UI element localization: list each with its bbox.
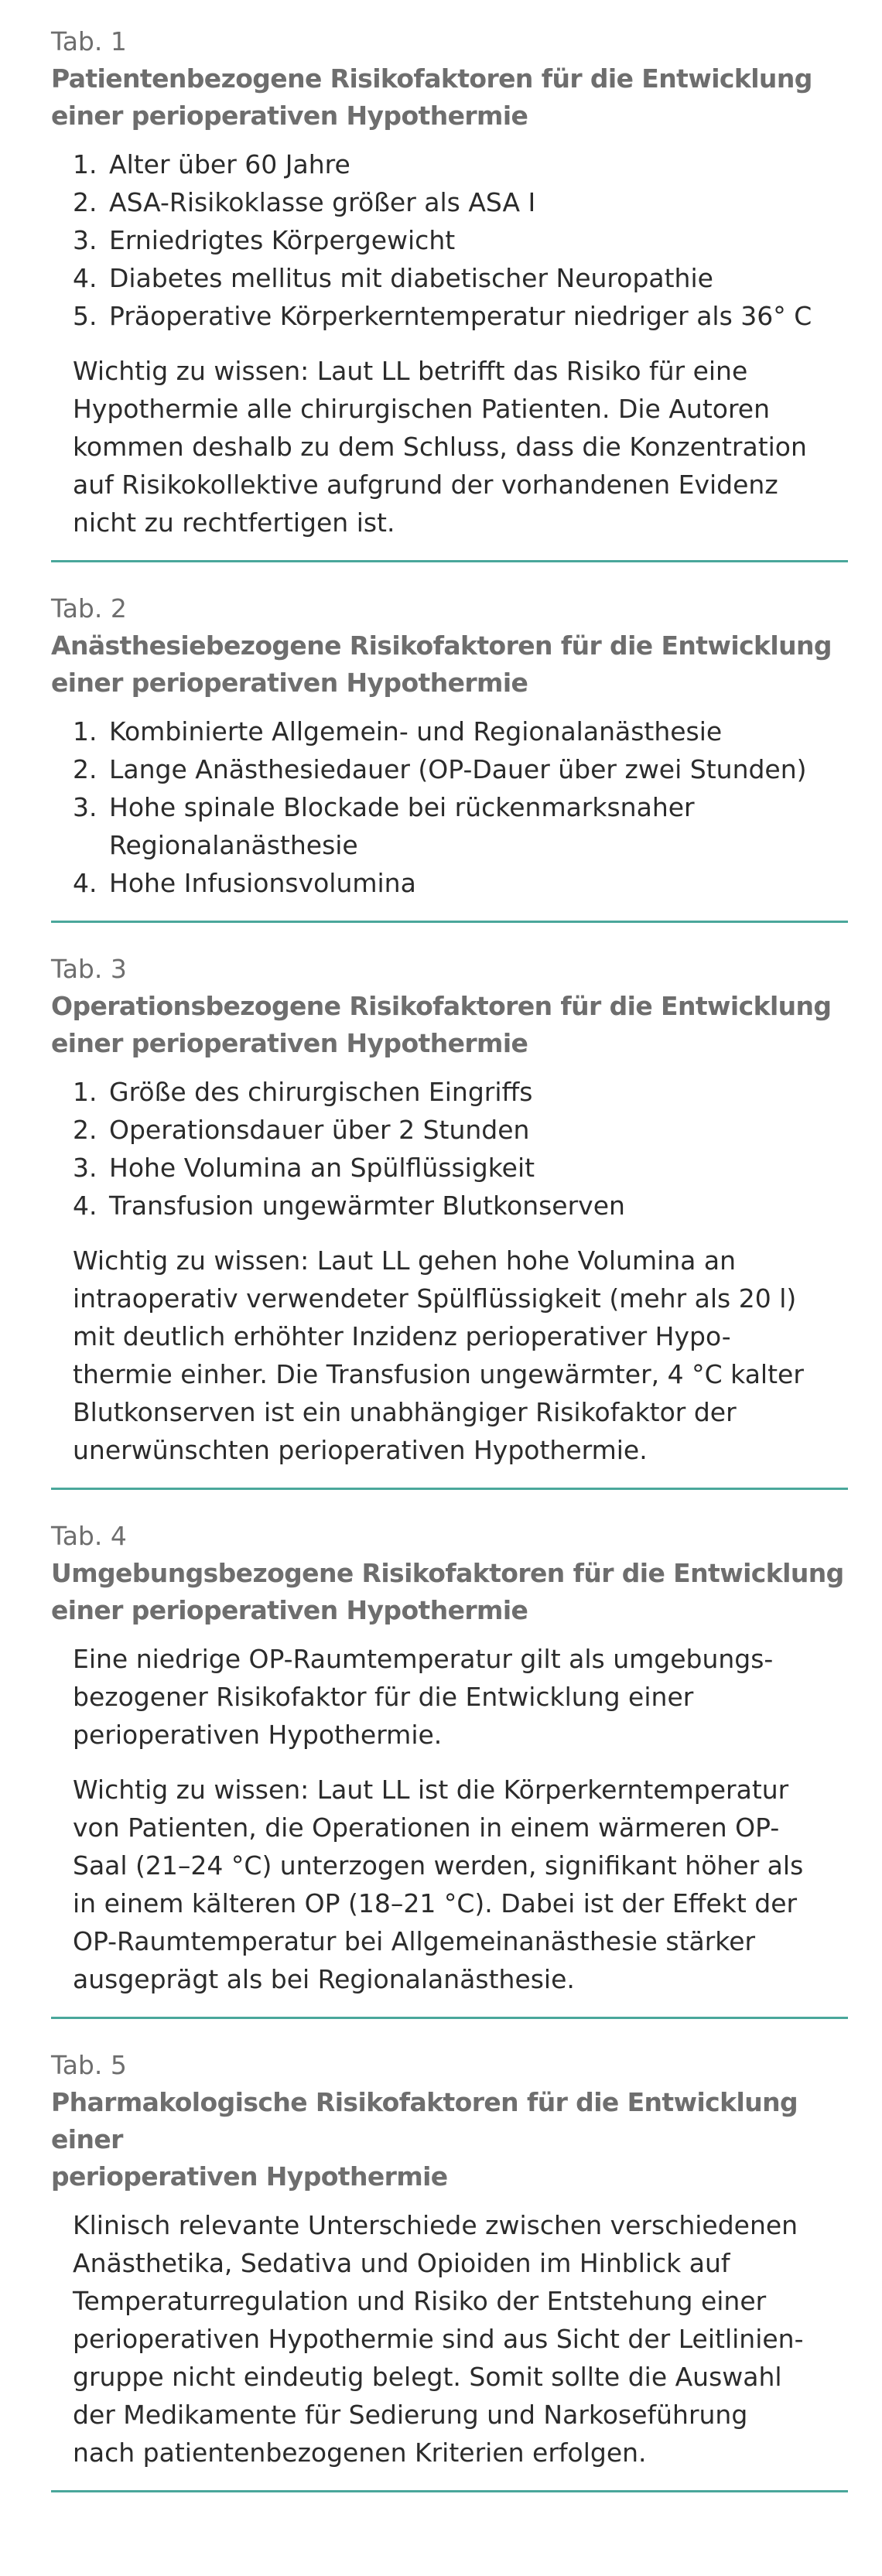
note-line: mit deutlich erhöhter Inzidenz perioperativer Hypo-: [73, 1321, 731, 1351]
table-title: [51, 60, 848, 135]
list-item: [73, 259, 848, 297]
item-text: Lange Anästhesiedauer (OP-Dauer über zwei Stunden): [109, 754, 807, 784]
table-title-line: Umgebungsbezogene Risikofaktoren für die Entwicklung: [51, 1558, 844, 1588]
item-number: 2.: [73, 1115, 97, 1145]
list-item: [73, 145, 848, 183]
risk-factor-list: [73, 145, 848, 335]
note-paragraph: [73, 2206, 848, 2472]
note-line: Anästhetika, Sedativa und Opioiden im Hinblick auf: [73, 2248, 730, 2278]
item-number: 4.: [73, 1191, 97, 1221]
document-page: [51, 23, 848, 2520]
table-title-line: Patientenbezogene Risikofaktoren für die Entwicklung: [51, 63, 812, 94]
table-5: [51, 2047, 848, 2492]
table-title-line: einer perioperativen Hypothermie: [51, 1595, 528, 1625]
note-line: Klinisch relevante Unterschiede zwischen verschiedenen: [73, 2210, 798, 2240]
item-text-line: Hohe spinale Blockade bei rückenmarksnaher: [109, 792, 695, 822]
list-item: [73, 1149, 848, 1187]
item-text: Kombinierte Allgemein- und Regionalanästhesie: [109, 716, 723, 746]
table-number: Tab. 3: [51, 954, 127, 984]
item-text: Alter über 60 Jahre: [109, 149, 350, 179]
list-item: [73, 864, 848, 902]
list-item: [73, 297, 848, 335]
list-item: [73, 183, 848, 221]
table-4: [51, 1518, 848, 2019]
item-number: 1.: [73, 716, 97, 746]
table-title: [51, 627, 848, 702]
item-text: Diabetes mellitus mit diabetischer Neuropathie: [109, 263, 713, 293]
table-title-line: perioperativen Hypothermie: [51, 2161, 448, 2192]
note-line: auf Risikokollektive aufgrund der vorhandenen Evidenz: [73, 470, 778, 500]
table-title-line: Pharmakologische Risikofaktoren für die Entwicklung einer: [51, 2087, 798, 2154]
note-paragraph: [73, 1640, 848, 1754]
table-title: [51, 988, 848, 1062]
note-line: der Medikamente für Sedierung und Narkoseführung: [73, 2400, 748, 2430]
item-text: Größe des chirurgischen Eingriffs: [109, 1077, 533, 1107]
note-line: gruppe nicht eindeutig belegt. Somit sollte die Auswahl: [73, 2362, 782, 2392]
note-line: von Patienten, die Operationen in einem wärmeren OP-: [73, 1812, 780, 1843]
note-line: Temperaturregulation und Risiko der Entstehung einer: [73, 2286, 767, 2316]
list-item: [73, 712, 848, 750]
list-item: [73, 1111, 848, 1149]
risk-factor-list: [73, 1073, 848, 1225]
note-line: ausgeprägt als bei Regionalanästhesie.: [73, 1964, 575, 1994]
item-number: 3.: [73, 792, 97, 822]
note-line: kommen deshalb zu dem Schluss, dass die Konzentration: [73, 432, 807, 462]
note-line: intraoperativ verwendeter Spülflüssigkeit (mehr als 20 l): [73, 1283, 797, 1314]
item-number: 3.: [73, 1153, 97, 1183]
note-line: bezogener Risikofaktor für die Entwicklung einer: [73, 1682, 694, 1712]
table-title-line: einer perioperativen Hypothermie: [51, 101, 528, 131]
item-text: Operationsdauer über 2 Stunden: [109, 1115, 530, 1145]
note-line: thermie einher. Die Transfusion ungewärmter, 4 °C kalter: [73, 1359, 804, 1389]
table-3: [51, 951, 848, 1490]
item-number: 2.: [73, 187, 97, 217]
note-paragraph: [73, 352, 848, 542]
item-text: Präoperative Körperkerntemperatur niedriger als 36° C: [109, 301, 812, 331]
table-title-line: Anästhesiebezogene Risikofaktoren für die Entwicklung: [51, 630, 832, 661]
item-text: Hohe Infusionsvolumina: [109, 868, 416, 898]
table-title: [51, 2084, 848, 2195]
item-text: ASA-Risikoklasse größer als ASA I: [109, 187, 536, 217]
table-number: Tab. 1: [51, 26, 127, 56]
item-number: 1.: [73, 1077, 97, 1107]
item-number: 5.: [73, 301, 97, 331]
item-text: Erniedrigtes Körpergewicht: [109, 225, 456, 255]
note-line: Eine niedrige OP-Raumtemperatur gilt als umgebungs-: [73, 1644, 774, 1674]
item-number: 1.: [73, 149, 97, 179]
table-title-line: einer perioperativen Hypothermie: [51, 668, 528, 698]
note-line: Wichtig zu wissen: Laut LL ist die Körperkerntemperatur: [73, 1775, 789, 1805]
list-item: [73, 750, 848, 788]
table-1: [51, 23, 848, 562]
item-text: Hohe Volumina an Spülflüssigkeit: [109, 1153, 535, 1183]
table-title-line: einer perioperativen Hypothermie: [51, 1028, 528, 1058]
item-text-line: Regionalanästhesie: [109, 830, 358, 860]
note-paragraph: [73, 1771, 848, 1998]
table-title: [51, 1555, 848, 1629]
list-item: [73, 221, 848, 259]
note-line: Blutkonserven ist ein unabhängiger Risikofaktor der: [73, 1397, 737, 1427]
item-number: 4.: [73, 868, 97, 898]
note-line: Wichtig zu wissen: Laut LL gehen hohe Volumina an: [73, 1245, 737, 1276]
list-item: [73, 788, 848, 864]
table-number: Tab. 2: [51, 593, 127, 624]
item-number: 4.: [73, 263, 97, 293]
table-number: Tab. 4: [51, 1521, 127, 1551]
note-paragraph: [73, 1242, 848, 1469]
note-line: nach patientenbezogenen Kriterien erfolgen.: [73, 2438, 647, 2468]
note-line: Wichtig zu wissen: Laut LL betrifft das Risiko für eine: [73, 356, 748, 386]
risk-factor-list: [73, 712, 848, 902]
list-item: [73, 1073, 848, 1111]
note-line: perioperativen Hypothermie.: [73, 1720, 443, 1750]
item-text: Transfusion ungewärmter Blutkonserven: [109, 1191, 625, 1221]
list-item: [73, 1187, 848, 1225]
table-title-line: Operationsbezogene Risikofaktoren für die Entwicklung: [51, 991, 832, 1021]
note-line: Saal (21–24 °C) unterzogen werden, signifikant höher als: [73, 1850, 804, 1881]
note-line: nicht zu rechtfertigen ist.: [73, 507, 395, 538]
note-line: Hypothermie alle chirurgischen Patienten. Die Autoren: [73, 394, 771, 424]
note-line: OP-Raumtemperatur bei Allgemeinanästhesie stärker: [73, 1926, 756, 1956]
note-line: in einem kälteren OP (18–21 °C). Dabei ist der Effekt der: [73, 1888, 798, 1918]
note-line: unerwünschten perioperativen Hypothermie.: [73, 1435, 648, 1465]
table-number: Tab. 5: [51, 2050, 127, 2080]
table-2: [51, 590, 848, 923]
item-number: 3.: [73, 225, 97, 255]
item-number: 2.: [73, 754, 97, 784]
note-line: perioperativen Hypothermie sind aus Sicht der Leitlinien-: [73, 2324, 804, 2354]
item-text: [109, 788, 848, 864]
